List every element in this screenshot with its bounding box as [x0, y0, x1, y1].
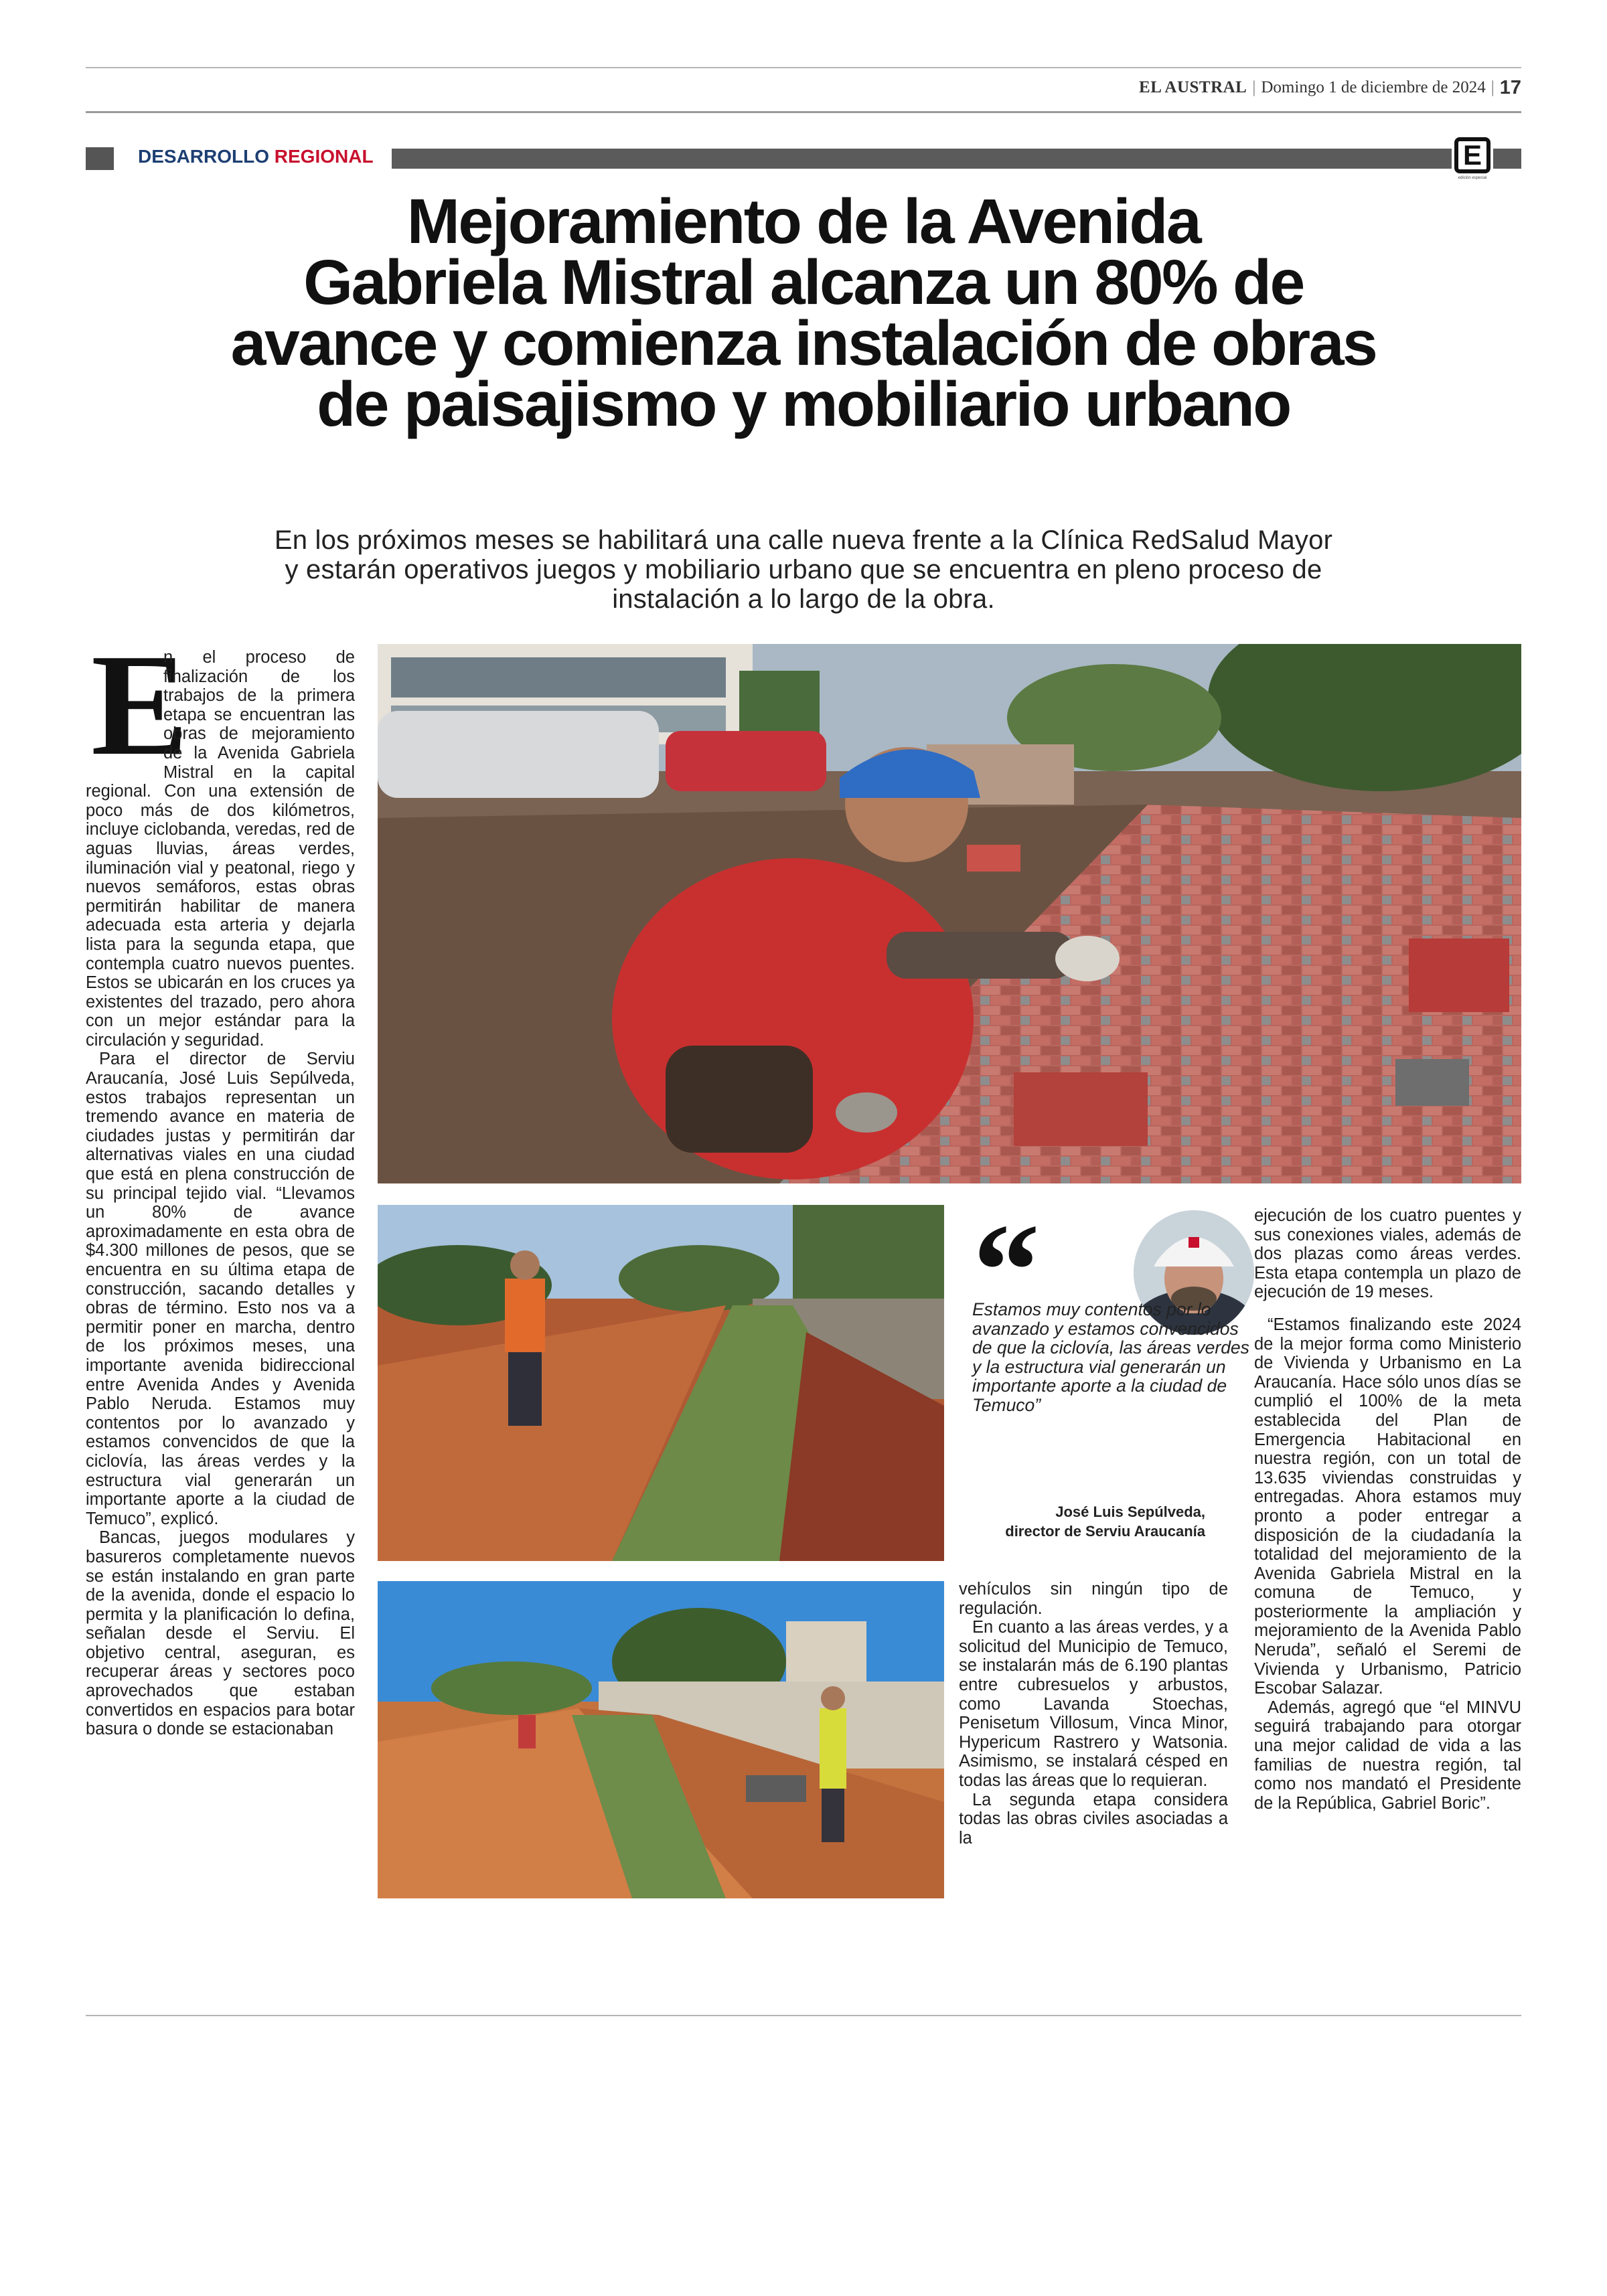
headline-line-2: Gabriela Mistral alcanza un 80% de	[303, 247, 1304, 318]
deck-line-1: En los próximos meses se habilitará una calle nueva frente a la Clínica RedSalud Mayor	[274, 525, 1333, 555]
photo-workers-wheelbarrows	[378, 1581, 944, 1898]
header-separator: |	[1252, 78, 1256, 96]
body-paragraph: Para el director de Serviu Araucanía, José Luis Sepúlveda, estos trabajos representan un tremendo avance en materia de ciudades justas y permitirán dar alternativas viales en una ciudad que está en plena construcción de su principal tejido vial. “Llevamos un 80% de avance aproximadamente en esta obra de $4.300 millones de pesos, que se encuentra en su última etapa de construcción, sacando detalles y obras de término. Esto nos va a permitir poner en marcha, dentro de los próximos meses, una importante avenida bidireccional entre Avenida Andes y Avenida Pablo Neruda. Estamos muy contentos por lo avanzado y estamos convencidos de que la ciclovía, las áreas verdes y la estructura vial generarán un importante aporte a la ciudad de Temuco”, explicó.	[86, 1050, 355, 1528]
pullquote-name: José Luis Sepúlveda,	[1055, 1503, 1205, 1520]
section-logo	[1452, 137, 1493, 188]
section-label-main: DESARROLLO	[138, 146, 275, 167]
headline-line-1: Mejoramiento de la Avenida	[406, 186, 1201, 257]
body-paragraph: vehículos sin ningún tipo de regulación.	[959, 1580, 1228, 1618]
photo-workers-wheelbarrows-image	[378, 1581, 944, 1898]
header-separator-2: |	[1490, 78, 1495, 96]
deck-line-3: instalación a lo largo de la obra.	[612, 584, 995, 614]
headline	[201, 186, 1406, 440]
issue-date: Domingo 1 de diciembre de 2024	[1261, 78, 1486, 96]
header-rule	[86, 111, 1521, 113]
photo-worker-laying-pavers	[378, 644, 1521, 1183]
body-paragraph: ejecución de los cuatro puentes y sus conexiones viales, además de dos plazas como áreas verdes. Esta etapa contempla un plazo de ejecución de 19 meses.	[1254, 1206, 1521, 1302]
section-marker	[86, 147, 114, 170]
body-paragraph: Bancas, juegos modulares y basureros completamente nuevos se están instalando en gran parte de la avenida, donde el espacio lo permita y la planificación lo defina, señalan desde el Serviu. El objetivo central, aseguran, es recuperar áreas y sectores poco aprovechados que estaban convertidos en espacios para botar basura o donde se estacionaban	[86, 1528, 355, 1739]
bottom-rule	[86, 2015, 1521, 2016]
section-label	[138, 146, 374, 167]
photo-grass-strip-worker-image	[378, 1205, 944, 1561]
pullquote-mark: “	[973, 1221, 1040, 1308]
section-bar	[392, 149, 1453, 169]
headline-line-4: de paisajismo y mobiliario urbano	[317, 369, 1290, 440]
photo-worker-laying-pavers-image	[378, 644, 1521, 1183]
deck-line-2: y estarán operativos juegos y mobiliario urbano que se encuentra en pleno proceso de	[285, 555, 1322, 584]
headline-line-3: avance y comienza instalación de obras	[230, 308, 1377, 379]
top-rule	[86, 67, 1521, 68]
section-bar-end	[1493, 149, 1521, 169]
publication-name: EL AUSTRAL	[1139, 78, 1247, 96]
body-paragraph: En cuanto a las áreas verdes, y a solicitud del Municipio de Temuco, se instalarán más de 6.190 plantas entre cubresuelos y arbustos, como Lavanda Stoechas, Penisetum Villosum, Vinca Minor, Hypericum Rastrero y Watsonia. Asimismo, se instalará césped en todas las áreas que lo requieran.	[959, 1618, 1228, 1790]
body-column-4	[1254, 1206, 1521, 1813]
page-header	[1139, 71, 1521, 104]
page-number: 17	[1499, 76, 1521, 98]
pullquote-role: director de Serviu Araucanía	[1005, 1523, 1205, 1540]
photo-grass-strip-worker	[378, 1205, 944, 1561]
section-logo-letter: E	[1454, 137, 1490, 173]
section-logo-caption: edición especial	[1458, 176, 1487, 180]
section-label-accent: REGIONAL	[274, 146, 374, 167]
body-paragraph: La segunda etapa considera todas las obras civiles asociadas a la	[959, 1790, 1228, 1848]
body-paragraph: n el proceso de finalización de los trabajos de la primera etapa se encuentran las obras de mejoramiento de la Avenida Gabriela Mistral en la capital regional. Con una extensión de poco más de dos kilómetros, incluye ciclobanda, veredas, red de aguas lluvias, áreas verdes, iluminación vial y peatonal, riego y nuevos semáforos, estas obras permitirán habilitar de manera adecuada esta arteria y dejarla lista para la segunda etapa, que contempla cuatro nuevos puentes. Estos se ubicarán en los cruces ya existentes del trazado, pero ahora con un mejor estándar para la circulación y seguridad.	[86, 648, 355, 1050]
drop-cap: E	[91, 625, 189, 786]
body-column-3	[959, 1580, 1228, 1848]
pullquote-attribution	[972, 1502, 1205, 1541]
pullquote-text: Estamos muy contentos por lo avanzado y estamos convencidos de que la ciclovía, las áreas verdes y la estructura vial generarán un importante aporte a la ciudad de Temuco”	[972, 1299, 1249, 1415]
body-paragraph: “Estamos finalizando este 2024 de la mejor forma como Ministerio de Vivienda y Urbanismo en La Araucanía. Hace sólo unos días se cumplió el 100% de la meta establecida del Plan de Emergencia Habitacional en nuestra región, con un total de 13.635 viviendas construidas y entregadas. Ahora estamos muy pronto a poder entregar a disposición de la ciudadanía la totalidad del mejoramiento de la Avenida Gabriela Mistral en la comuna de Temuco, y posteriormente la ampliación y mejoramiento de la Avenida Pablo Neruda”, señaló el Seremi de Vivienda y Urbanismo, Patricio Escobar Salazar.	[1254, 1315, 1521, 1698]
body-column-1	[86, 625, 355, 1739]
body-paragraph: Además, agregó que “el MINVU seguirá trabajando para otorgar una mejor calidad de vida a las familias de nuestra región, tal como nos mandató el Presidente de la República, Gabriel Boric”.	[1254, 1698, 1521, 1813]
deck	[234, 525, 1373, 614]
